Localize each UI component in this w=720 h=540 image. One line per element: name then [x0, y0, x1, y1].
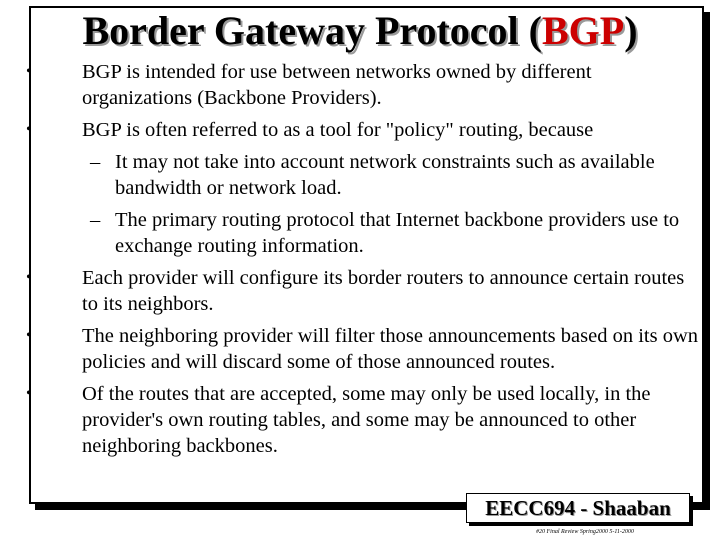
dash-mark: – [90, 209, 101, 231]
bullet-item [0, 381, 700, 459]
title-prefix: Border Gateway Protocol ( [82, 8, 542, 53]
slide-title [0, 7, 720, 55]
title-accent: BGP [541, 8, 625, 53]
bullet-mark: • [26, 63, 32, 80]
bullet-text: Of the routes that are accepted, some may only be used locally, in the provider's own routing tables, and some may be announced to other neighboring backbones. [82, 383, 651, 457]
bullet-item [0, 265, 700, 317]
bullet-item [0, 59, 700, 111]
slide-body [0, 59, 700, 465]
bullet-item [0, 323, 700, 375]
sub-bullet-item [0, 207, 700, 259]
footnote: #20 Final Review Spring2000 5-11-2000 [536, 529, 634, 535]
dash-mark: – [90, 151, 101, 173]
sub-bullet-text: It may not take into account network constraints such as available bandwidth or network load. [115, 151, 655, 199]
bullet-item [0, 117, 700, 143]
sub-bullet-text: The primary routing protocol that Internet backbone providers use to exchange routing information. [115, 209, 680, 257]
bullet-text: The neighboring provider will filter those announcements based on its own policies and will discard some of those announced routes. [82, 325, 699, 373]
bullet-text: BGP is intended for use between networks owned by different organizations (Backbone Providers). [82, 61, 592, 109]
bullet-text: BGP is often referred to as a tool for "policy" routing, because [82, 119, 594, 141]
bullet-text: Each provider will configure its border routers to announce certain routes to its neighbors. [82, 267, 685, 315]
bullet-mark: • [26, 121, 32, 138]
bullet-mark: • [26, 269, 32, 286]
title-suffix: ) [624, 8, 638, 53]
footer-course-label: EECC694 - Shaaban [466, 493, 690, 523]
bullet-mark: • [26, 385, 32, 402]
bullet-mark: • [26, 327, 32, 344]
sub-bullet-item [0, 149, 700, 201]
